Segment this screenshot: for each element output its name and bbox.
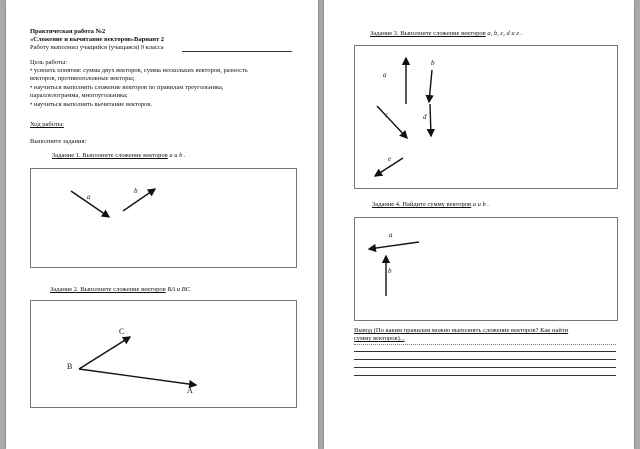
- task4-drawing-box: [354, 217, 618, 321]
- task2-drawing-box: [30, 300, 297, 408]
- answer-line: [354, 359, 616, 360]
- task3-vectors: a, b, c, d и e .: [487, 30, 523, 37]
- vector-d-label: d: [423, 113, 427, 121]
- do-tasks-line: Выполните задания:: [30, 138, 87, 145]
- conclusion-line1: Вывод (По каким правилам можно выполнять сложение векторов? Как найти: [354, 327, 569, 334]
- task4-vectors: a и b .: [472, 201, 489, 208]
- task1-text: Задание 1. Выполните сложение векторов a и b .: [52, 152, 186, 159]
- task2-text: Задание 2. Выполните сложение векторов BA и BC: [50, 286, 190, 293]
- vector-b-label: b: [431, 59, 435, 67]
- work-title: Практическая работа №2: [30, 28, 106, 35]
- task1-vectors-drawing: [31, 169, 296, 267]
- vector-a-label: a: [87, 193, 91, 201]
- name-blank-line: [182, 51, 292, 52]
- goal-item: векторов, противоположные векторы;: [30, 75, 135, 82]
- point-a-label: A: [187, 386, 193, 395]
- right-page: [324, 0, 634, 449]
- task3-drawing-box: [354, 45, 618, 189]
- vector-c-arrow: [377, 106, 407, 138]
- vector-bc-arrow: [79, 337, 130, 369]
- point-b-label: B: [67, 362, 73, 371]
- goal-item: параллелограмма, многоугольника;: [30, 92, 128, 99]
- vector-b-label: b: [134, 187, 138, 195]
- goal-heading: Цель работы:: [30, 59, 68, 66]
- performed-by-line: Работу выполнил учащийся (учащаяся) 9 класса: [30, 44, 164, 51]
- goal-item: • научиться выполнять вычитание векторов.: [30, 101, 153, 108]
- left-page: [6, 0, 318, 449]
- answer-line: [354, 367, 616, 368]
- task1-drawing-box: [30, 168, 297, 268]
- vector-a-label: a: [389, 231, 393, 239]
- vector-a-label: a: [383, 71, 387, 79]
- task4-vectors-drawing: [355, 218, 617, 320]
- conclusion-line2: сумму векторов)...: [354, 335, 405, 342]
- task1-vectors: a и b .: [169, 152, 186, 159]
- progress-heading: Ход работы:: [30, 121, 64, 128]
- vector-c-label: c: [385, 111, 389, 119]
- task2-vectors-drawing: [31, 301, 296, 407]
- goal-item: • усвоить понятия: сумма двух векторов, сумма нескольких векторов, разность: [30, 67, 248, 74]
- answer-line: [354, 375, 616, 376]
- conclusion-check-mark: [354, 343, 616, 345]
- vector-b-label: b: [388, 267, 392, 275]
- vector-a-arrow: [369, 242, 419, 249]
- answer-line: [354, 351, 616, 352]
- vector-d-arrow: [430, 104, 431, 136]
- task4-text: Задание 4. Найдите сумму векторов a и b .: [372, 201, 489, 208]
- vector-e-label: e: [388, 155, 392, 163]
- vector-ba-arrow: [79, 369, 196, 385]
- work-subtitle: «Сложение и вычитание векторов»Вариант 2: [30, 36, 165, 43]
- task2-vectors: BA и BC: [167, 286, 190, 293]
- task3-text: Задание 3. Выполните сложение векторов a, b, c, d и e .: [370, 30, 523, 37]
- vector-b-arrow: [123, 189, 155, 211]
- task3-vectors-drawing: [355, 46, 617, 188]
- vector-b-arrow: [429, 70, 432, 102]
- point-c-label: C: [119, 327, 125, 336]
- goal-item: • научиться выполнять сложение векторов по правилам треугольника,: [30, 84, 224, 91]
